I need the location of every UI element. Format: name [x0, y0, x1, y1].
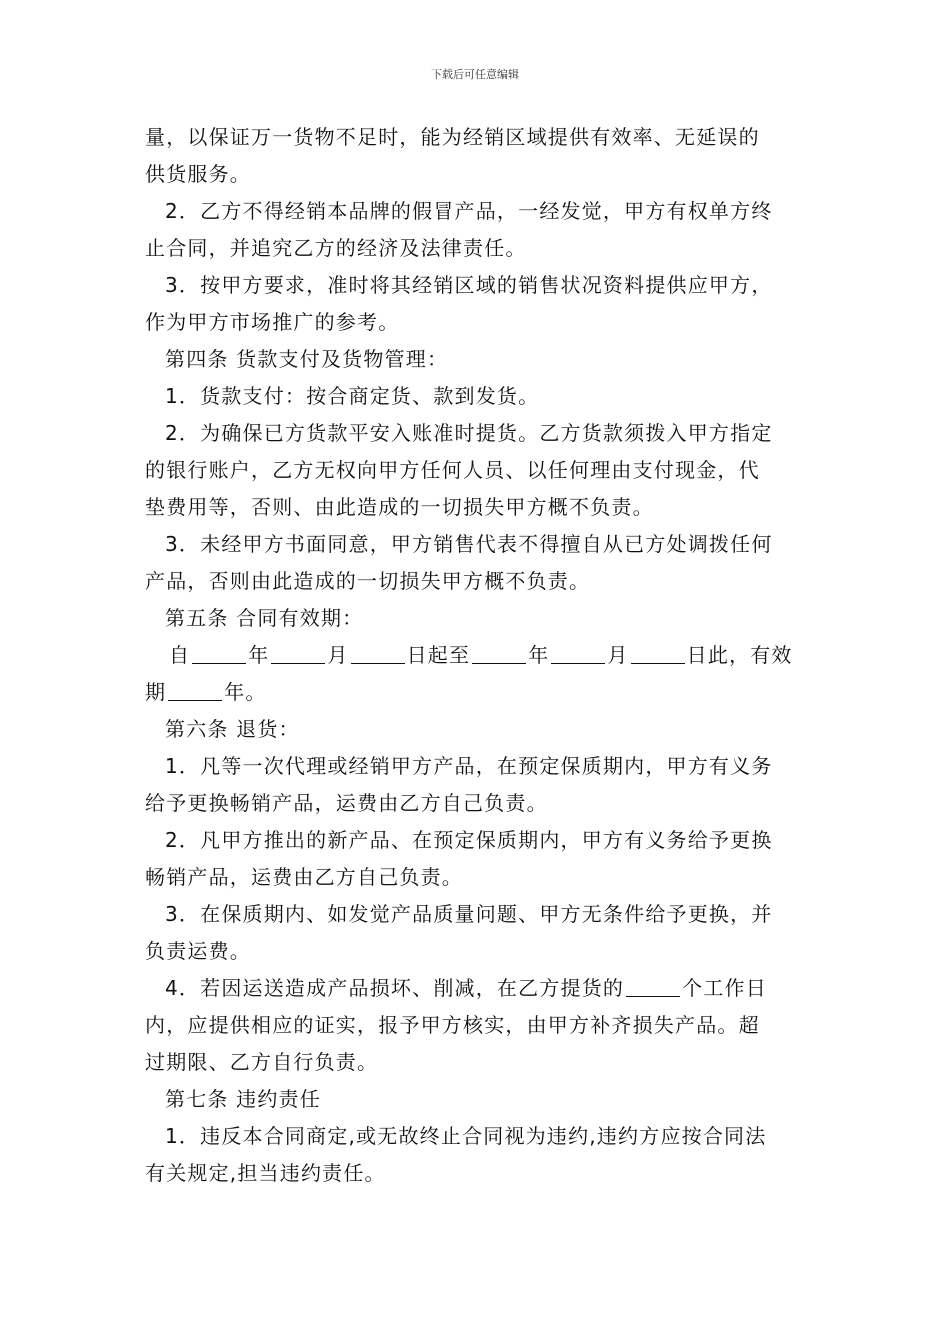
paragraph-line	[145, 970, 807, 1007]
section-heading: 第四条 货款支付及货物管理：	[165, 347, 449, 371]
fill-blank	[271, 643, 325, 664]
page-header-note: 下载后可任意编辑	[431, 68, 519, 81]
paragraph-line: 内，应提供相应的证实，报予甲方核实，由甲方补齐损失产品。超	[145, 1013, 760, 1037]
validity-text: 期	[145, 680, 167, 704]
section-heading: 第七条 违约责任	[165, 1087, 321, 1111]
paragraph-line: 量，以保证万一货物不足时，能为经销区域提供有效率、无延误的	[145, 125, 760, 149]
fill-blank	[351, 643, 405, 664]
paragraph-line: 负责运费。	[145, 939, 251, 963]
validity-text: 日此，有效	[686, 643, 793, 667]
document-body	[145, 119, 807, 1192]
paragraph-line: 给予更换畅销产品，运费由乙方自己负责。	[145, 791, 548, 815]
validity-text: 日起至	[406, 643, 471, 667]
validity-text: 月	[327, 643, 349, 667]
fill-blank	[168, 680, 222, 701]
paragraph-line: 产品，否则由此造成的一切损失甲方概不负责。	[145, 569, 591, 593]
paragraph-line: 止合同，并追究乙方的经济及法律责任。	[145, 236, 527, 260]
paragraph-line: 有关规定,担当违约责任。	[145, 1161, 386, 1185]
fill-blank	[631, 643, 685, 664]
paragraph-line: 供货服务。	[145, 162, 251, 186]
fill-blank	[626, 976, 680, 997]
paragraph-line: 1．货款支付：按合商定货、款到发货。	[165, 384, 540, 408]
validity-period-line	[145, 674, 807, 711]
section-heading: 第六条 退货：	[165, 717, 300, 741]
paragraph-line: 3．未经甲方书面同意，甲方销售代表不得擅自从已方处调拨任何	[165, 532, 773, 556]
validity-text: 自	[169, 643, 191, 667]
validity-text: 月	[607, 643, 629, 667]
paragraph-line: 2．凡甲方推出的新产品、在预定保质期内，甲方有义务给予更换	[165, 828, 773, 852]
fill-blank	[472, 643, 526, 664]
item-text: 个工作日	[682, 976, 767, 1000]
section-heading: 第五条 合同有效期：	[165, 606, 364, 630]
validity-text: 年	[248, 643, 270, 667]
paragraph-line: 1．凡等一次代理或经销甲方产品，在预定保质期内，甲方有义务	[165, 754, 773, 778]
validity-text: 年。	[224, 680, 267, 704]
fill-blank	[551, 643, 605, 664]
paragraph-line: 垫费用等，否则、由此造成的一切损失甲方概不负责。	[145, 495, 654, 519]
paragraph-line: 过期限、乙方自行负责。	[145, 1050, 379, 1074]
paragraph-line: 3．按甲方要求，准时将其经销区域的销售状况资料提供应甲方，	[165, 273, 773, 297]
paragraph-line: 2．乙方不得经销本品牌的假冒产品，一经发觉，甲方有权单方终	[165, 199, 773, 223]
fill-blank	[192, 643, 246, 664]
validity-period-line	[145, 637, 807, 674]
paragraph-line: 畅销产品，运费由乙方自己负责。	[145, 865, 463, 889]
paragraph-line: 1．违反本合同商定,或无故终止合同视为违约,违约方应按合同法	[165, 1124, 767, 1148]
validity-text: 年	[528, 643, 550, 667]
paragraph-line: 3．在保质期内、如发觉产品质量问题、甲方无条件给予更换，并	[165, 902, 773, 926]
item-text: 4．若因运送造成产品损坏、削减，在乙方提货的	[165, 976, 625, 1000]
paragraph-line: 的银行账户，乙方无权向甲方任何人员、以任何理由支付现金，代	[145, 458, 760, 482]
paragraph-line: 2．为确保已方货款平安入账准时提货。乙方货款须拨入甲方指定	[165, 421, 773, 445]
paragraph-line: 作为甲方市场推广的参考。	[145, 310, 400, 334]
